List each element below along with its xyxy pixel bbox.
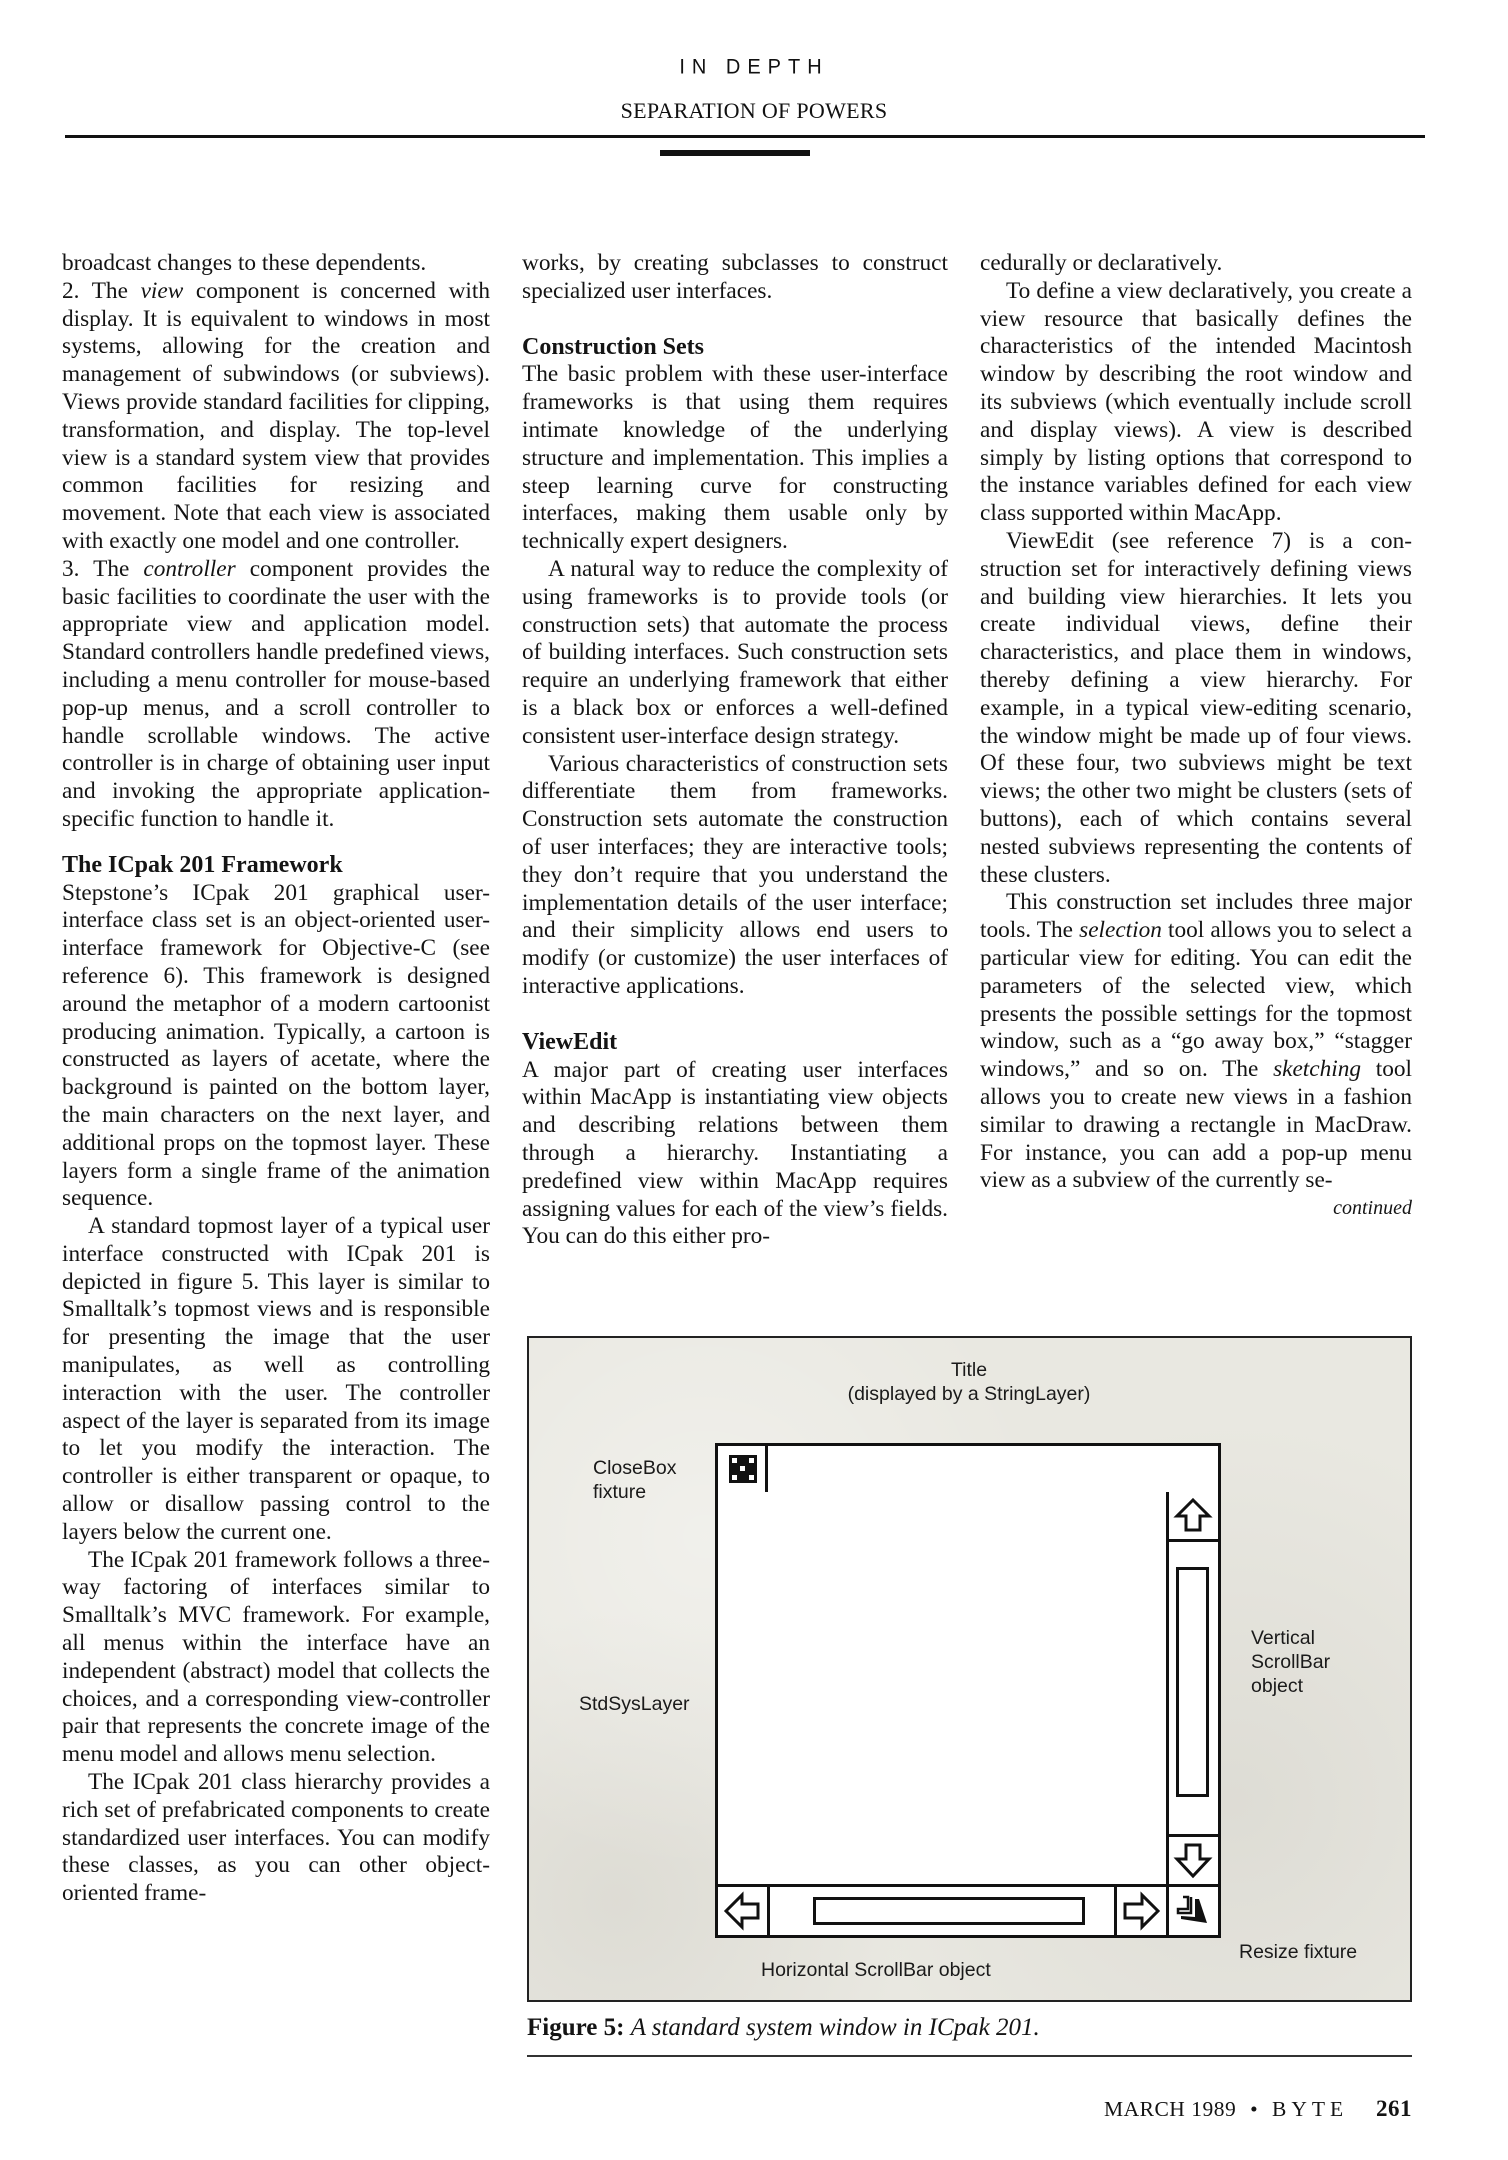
text: tool allows you to select a particular view for editing. You can edit the parameters of the selected view, which presents the possible settings for the topmost window, such as a “go away box,” “stagger windows,” and so on. The [980,917,1412,1083]
paragraph: cedurally or declaratively. [980,250,1223,276]
header-rule [65,135,1425,138]
scroll-left-button [718,1887,770,1935]
closebox-label [593,1456,676,1504]
paragraph: The basic problem with these user-interface frameworks is that using them requires intimate knowledge of the underlying structure and implementation. This implies a steep learning curve for constructing interfaces, making them usable only by technically expert designers. [522,361,948,555]
paragraph: works, by creating subclasses to construct specialized user interfaces. [522,250,948,304]
column-2 [522,250,948,1251]
scroll-up-button [1169,1492,1218,1542]
page-footer [1104,2096,1412,2122]
closebox-label-line: fixture [593,1481,647,1503]
figure-caption [527,2012,1427,2044]
text: tool allows you to create new views in a fashion similar to drawing a rectangle in MacDraw. For instance, you can add a pop-up menu view as a subview of the currently se- [980,1056,1412,1194]
closebox-label-line: CloseBox [593,1457,677,1479]
title-label [569,1358,1369,1406]
closebox-cell [718,1446,768,1492]
continued-label: continued [1333,1197,1412,1220]
vertical-scroll-thumb [1176,1567,1209,1797]
left-arrow-icon [718,1887,767,1935]
paragraph: The ICpak 201 class hierarchy provides a rich set of prefabricated components to create standardized user interfaces. You can modify these classes, as you can other object-oriented frame- [62,1769,490,1907]
vscroll-label-line: Vertical [1251,1627,1315,1649]
paragraph: Stepstone’s ICpak 201 graphical user-interface class set is an object-oriented user-interface framework for Objective-C (see reference 6). This framework is designed around the metaphor of a modern cartoonist producing animation. Typically, a cartoon is constructed as layers of acetate, where the background is painted on the bottom layer, the main characters on the next layer, and additional props on the topmost layer. These layers form a single frame of the animation sequence. [62,879,490,1212]
paragraph [980,889,1412,1195]
subheading-icpak-framework: The ICpak 201 Framework [62,851,343,878]
caption-text: A standard system window in ICpak 201. [630,2014,1040,2041]
header-tab-bar [660,150,810,156]
text: component provides the basic facilities to coordinate the user with the appropriate view and application model. Standard controllers handle predefined views, including a menu controller for mouse-based pop-up menus, and a scroll controller to handle scrollable windows. The active controller is in charge of obtaining user input and invoking the appropriate application-specific function to handle it. [62,555,491,832]
paragraph [62,556,490,834]
section-kicker: IN DEPTH [679,55,829,79]
scroll-down-button [1169,1834,1218,1884]
vscroll-label [1251,1626,1330,1698]
paragraph: The ICpak 201 framework follows a three-way factoring of interfaces similar to Smalltalk’s MVC framework. For example, all menus within the interface have an independent (abstract) model that collects the choices, and a corresponding view-controller pair that represents the concrete image of the menu model and allows menu selection. [62,1546,490,1768]
caption-label: Figure 5: [527,2014,625,2041]
stdsyslayer-label: StdSysLayer [579,1693,690,1715]
up-arrow-icon [1169,1492,1218,1539]
page-number: 261 [1376,2096,1412,2121]
subheading-construction-sets: Construction Sets [522,333,705,360]
horizontal-scrollbar [718,1884,1166,1935]
emphasis: view [140,277,184,304]
section-title: SEPARATION OF POWERS [620,98,888,123]
paragraph: A major part of creating user interfaces within MacApp is instantiating view objects and describing relations between them through a hierarchy. Instantiating a predefined view within MacApp requires assigning values for each of the view’s fields. You can do this either pro- [522,1056,948,1250]
bullet-separator: • [1250,2097,1259,2121]
title-label-line: Title [950,1359,988,1381]
text: 2. The [62,277,141,304]
down-arrow-icon [1169,1837,1218,1884]
paragraph: broadcast changes to these dependents. [62,250,427,276]
text: 3. The [62,555,144,582]
vscroll-label-line: object [1251,1675,1304,1697]
paragraph: A standard topmost layer of a typical user interface constructed with ICpak 201 is depicted in figure 5. This layer is similar to Smalltalk’s topmost views and is responsible for presenting the image that the user manipulates, as well as controlling interaction with the user. The controller aspect of the layer is separated from its image to let you modify the interaction. The controller is either transparent or opaque, to allow or disallow passing control to the layers below the current one. [62,1213,490,1545]
scroll-right-button [1114,1887,1166,1935]
close-box-icon [729,1455,757,1483]
caption-rule [527,2055,1412,2057]
paragraph: To define a view declaratively, you create a view resource that basically defines the characteristics of the intended Macintosh window by describing the root window and its subviews (which eventually include scroll and display views). A view is described simply by listing options that correspond to the instance variables defined for each view class supported within MacApp. [980,277,1412,527]
column-1 [62,250,490,1908]
title-label-line: (displayed by a StringLayer) [847,1383,1091,1405]
text: This construction set includes three major tools. The [980,889,1412,944]
hscroll-label: Horizontal ScrollBar object [761,1959,991,1981]
paragraph: Various characteristics of construction sets differentiate them from frameworks. Construction sets automate the construction of user interfaces; they are interactive tools; they don’t require that you understand the implementation details of the user interface; and their simplicity allows end users to modify (or customize) the user interfaces of interactive applications. [522,750,948,999]
figure-5 [527,1336,1412,2002]
window-content [715,1492,1221,1938]
magazine-name: BYTE [1271,2097,1349,2121]
vscroll-label-line: ScrollBar [1251,1651,1331,1673]
emphasis: sketching [1273,1056,1362,1083]
paragraph: A natural way to reduce the complexity of using frameworks is to provide tools (or construction sets) that automate the process of building interfaces. Such construction sets require an underlying framework that either is a black box or enforces a well-defined consistent user-interface design strategy. [522,555,948,749]
subheading-viewedit: ViewEdit [522,1028,618,1055]
resize-box [1166,1884,1218,1935]
text: component is concerned with display. It is equivalent to windows in most systems, allowing for the creation and management of subwindows (or subviews). Views provide standard facilities for clipping, transformation, and display. The top-level view is a standard system view that provides common facilities for resizing and movement. Note that each view is associated with exactly one model and one controller. [62,277,491,554]
emphasis: controller [143,555,236,582]
issue-date: MARCH 1989 [1103,2097,1237,2121]
paragraph [62,278,490,556]
emphasis: selection [1079,917,1162,944]
horizontal-scroll-thumb [813,1897,1085,1925]
paragraph: ViewEdit (see reference 7) is a construction set for interactively defining views and building view hierarchies. It lets you create individual views, define their characteristics, and place them in windows, thereby defining a view hierarchy. For example, in a typical view-editing scenario, the window might be made up of four views. Of these four, two subviews might be text views; the other two might be clusters (sets of buttons), each of which contains several nested subviews representing the contents of these clusters. [980,527,1412,888]
resize-grip-icon [1169,1887,1218,1935]
right-arrow-icon [1117,1887,1166,1935]
column-3 [980,250,1412,1223]
vertical-scrollbar [1166,1492,1218,1884]
resize-label: Resize fixture [1239,1941,1358,1963]
window-titlebar [715,1443,1221,1495]
